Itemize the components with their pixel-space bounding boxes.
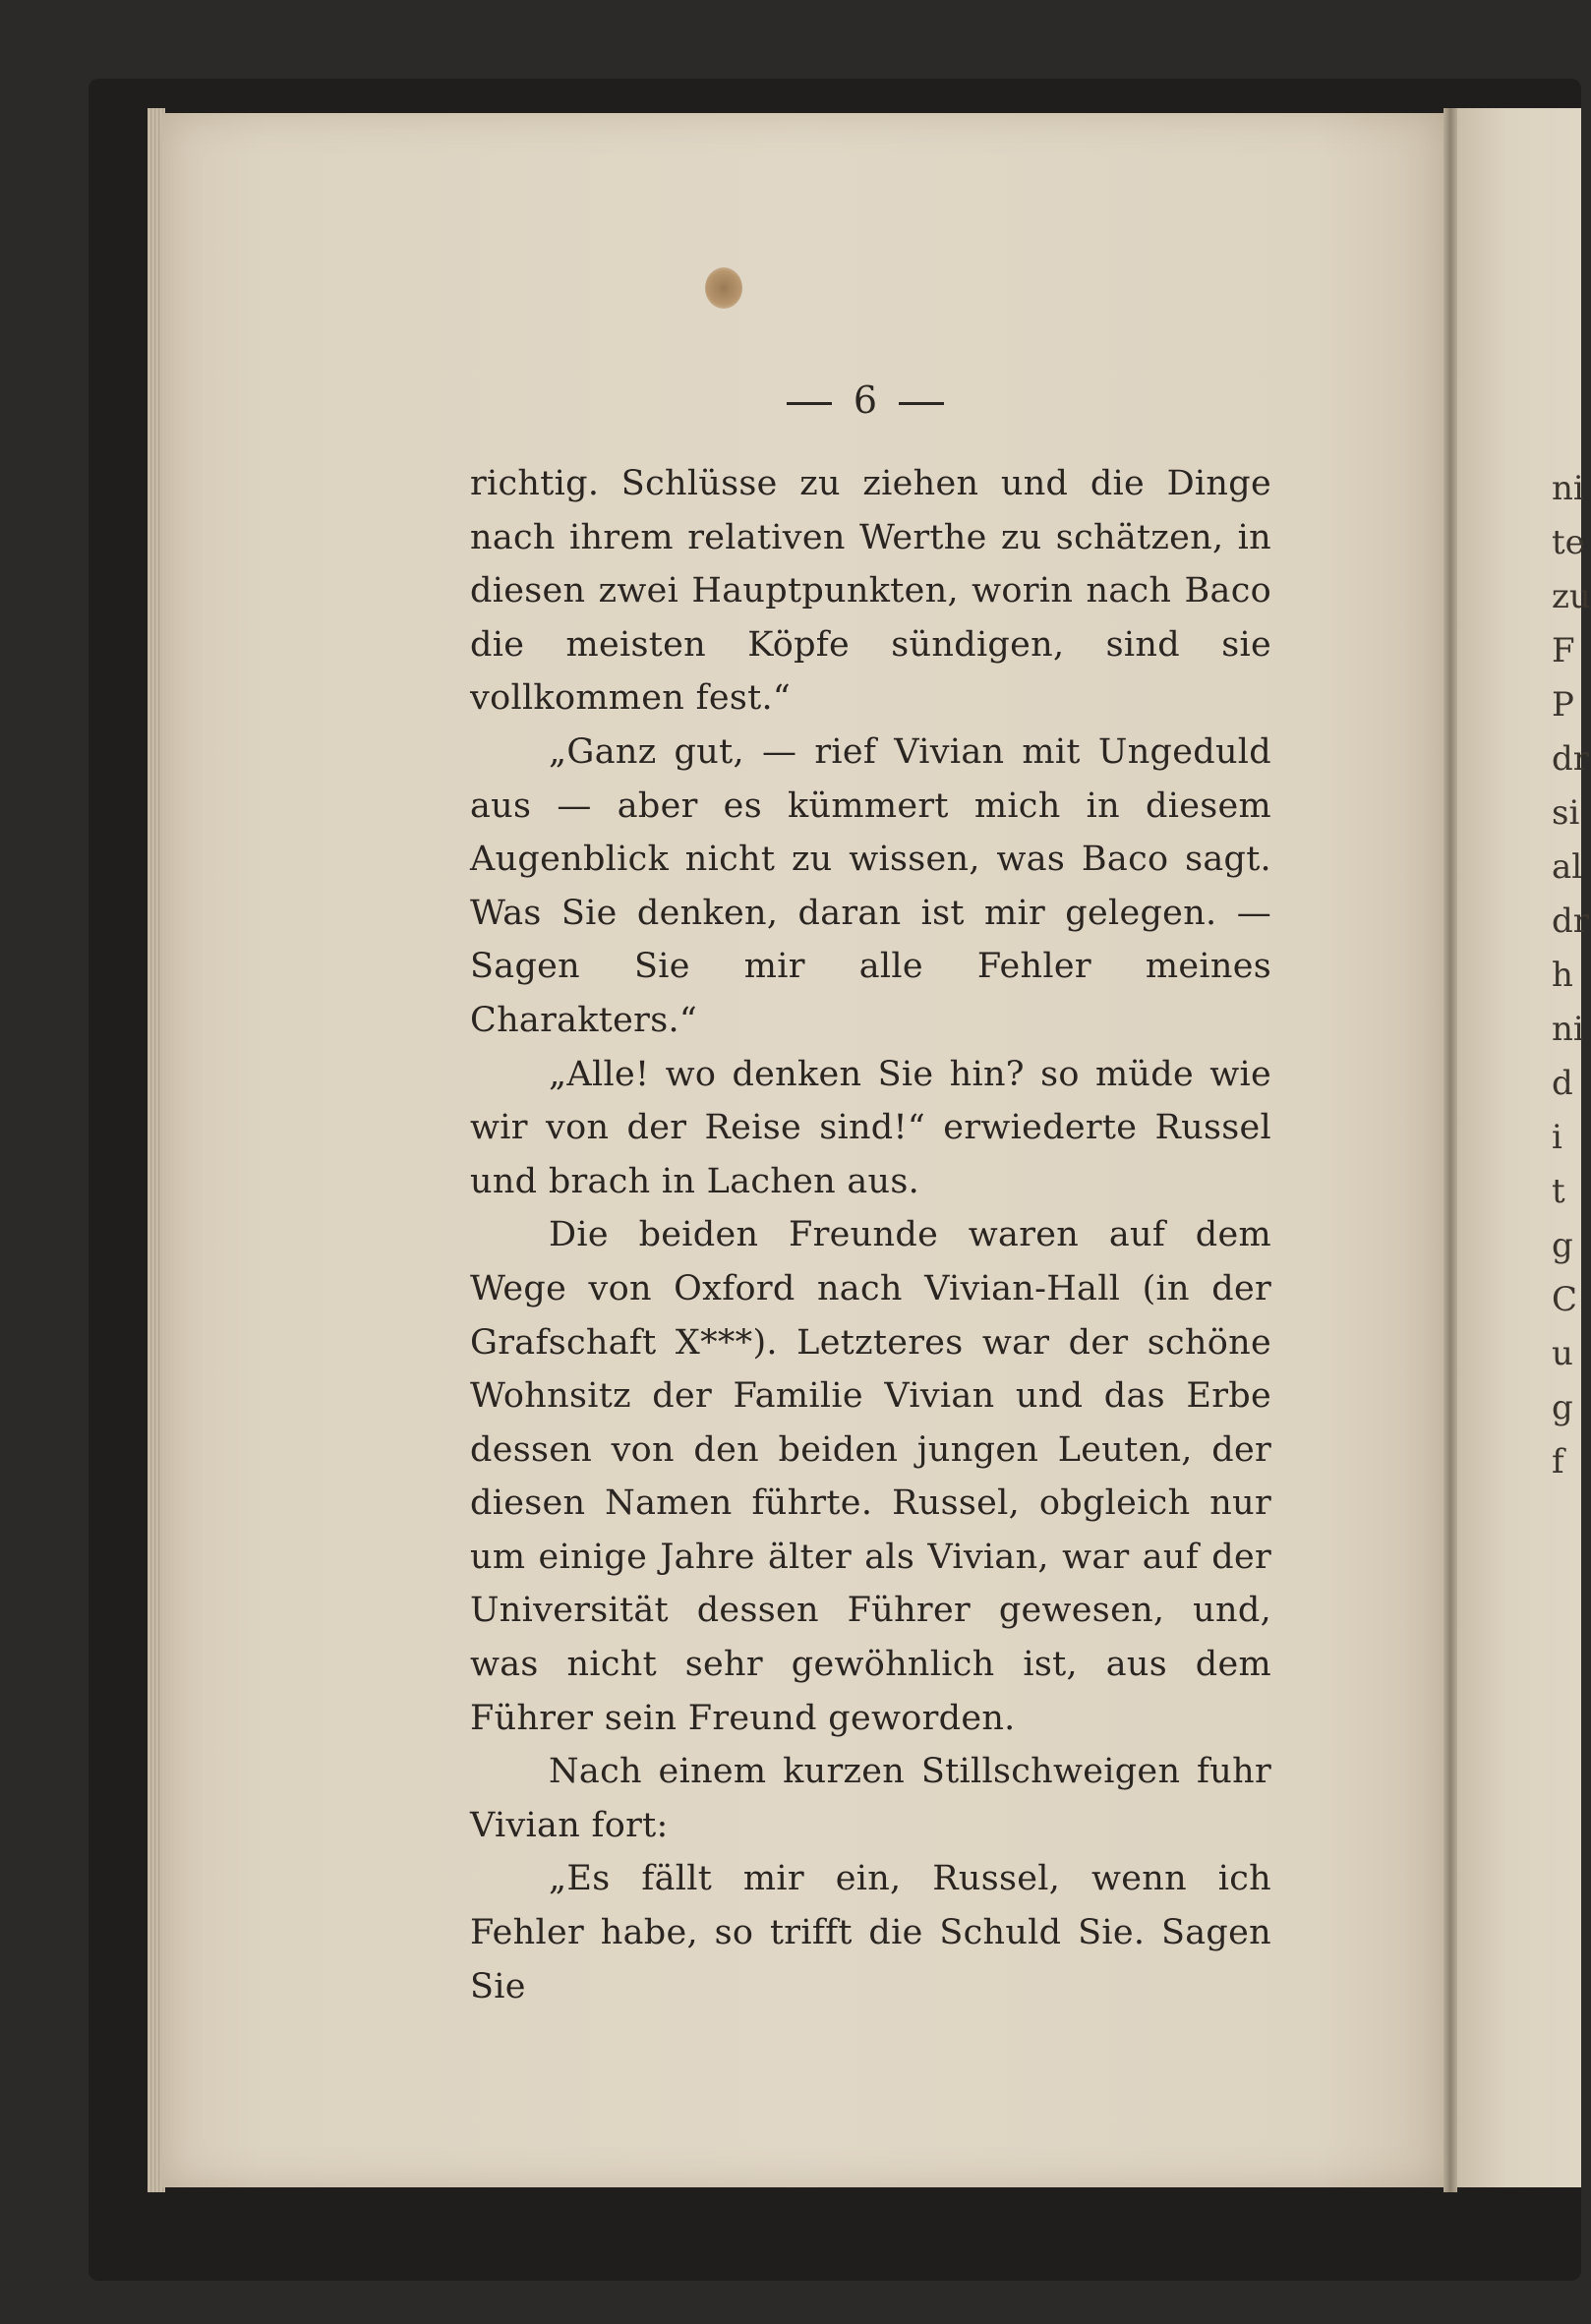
facing-fragment: h [1552, 956, 1573, 995]
facing-fragment: zu [1552, 577, 1591, 616]
page-header [757, 378, 973, 422]
facing-fragment: u [1552, 1334, 1573, 1373]
facing-fragment: dr [1552, 901, 1590, 941]
book-gutter [1444, 108, 1457, 2192]
paragraph: Nach einem kurzen Stillschweigen fuhr Vivian fort: [470, 1752, 1271, 1845]
facing-fragment: te [1552, 523, 1585, 562]
paragraph: Die beiden Freunde waren auf dem Wege von Oxford nach Vivian-Hall (in der Grafschaft X***). Letzteres war der schöne Wohnsitz der Familie Vivian und das Erbe dessen von den beiden jungen Leuten, der diesen Namen führte. Russel, obgleich nur um einige Jahre älter als Vivian, war auf der Universität dessen Führer gewesen, und, was nicht sehr gewöhnlich ist, aus dem Führer sein Freund geworden. [470, 1215, 1271, 1738]
paragraph: „Es fällt mir ein, Russel, wenn ich Fehler habe, so trifft die Schuld Sie. Sagen Sie [470, 1859, 1271, 2006]
facing-fragment: C [1552, 1280, 1578, 1319]
facing-fragment: d [1552, 1064, 1573, 1103]
page-number: 6 [853, 378, 878, 422]
header-dash-right [899, 402, 944, 405]
facing-fragment: t [1552, 1172, 1565, 1211]
facing-fragment: F [1552, 631, 1575, 670]
paper-stain [705, 267, 742, 309]
paragraph: „Alle! wo denken Sie hin? so müde wie wir von der Reise sind!“ erwiederte Russel und brach in Lachen aus. [470, 1054, 1271, 1201]
facing-fragment: dr [1552, 739, 1590, 779]
header-dash-left [787, 402, 832, 405]
facing-fragment: i [1552, 1118, 1562, 1157]
facing-fragment: al [1552, 847, 1583, 887]
facing-page-text [1552, 462, 1591, 1489]
facing-fragment: ni [1552, 469, 1584, 508]
body-text [470, 457, 1271, 2013]
facing-fragment: P [1552, 685, 1574, 725]
facing-fragment: ni [1552, 1010, 1584, 1049]
paragraph: „Ganz gut, — rief Vivian mit Ungeduld aus — aber es kümmert mich in diesem Augenblick nicht zu wissen, was Baco sagt. Was Sie denken, daran ist mir gelegen. — Sagen Sie mir alle Fehler meines Charakters.“ [470, 731, 1271, 1040]
facing-fragment: g [1552, 1388, 1573, 1427]
paragraph: richtig. Schlüsse zu ziehen und die Dinge nach ihrem relativen Werthe zu schätzen, in diesen zwei Hauptpunkten, worin nach Baco die meisten Köpfe sündigen, sind sie vollkommen fest.“ [470, 464, 1271, 719]
facing-fragment: g [1552, 1226, 1573, 1265]
facing-fragment: si [1552, 793, 1580, 833]
facing-fragment: f [1552, 1442, 1564, 1482]
